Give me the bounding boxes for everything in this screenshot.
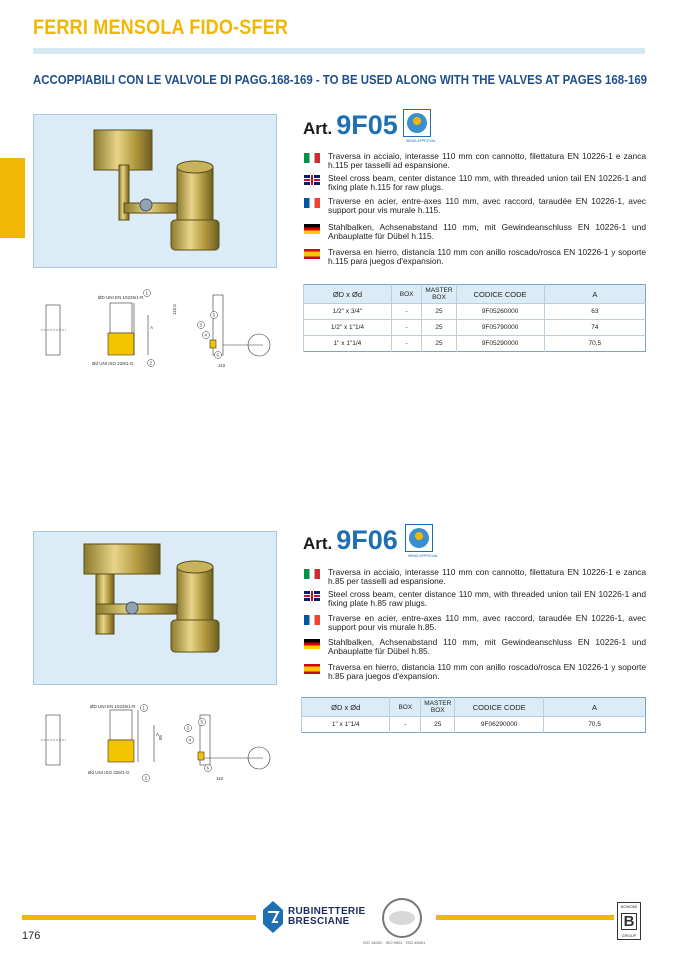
iso-certification-seal	[382, 898, 422, 938]
product-illustration-9f05	[34, 115, 276, 267]
italy-flag-icon	[304, 153, 320, 163]
wras-cert-icon	[403, 109, 431, 137]
callout: 6	[206, 765, 210, 771]
callout: 2	[144, 775, 148, 781]
drawing-dim-a: A	[150, 325, 154, 330]
page-title: FERRI MENSOLA FIDO-SFER	[33, 16, 289, 39]
description-text: Traversa en hierro, distancia 110 mm con anillo roscado/rosca EN 10226-1 y soporte h.85 para juegos d'expansion.	[328, 662, 646, 681]
table-row	[304, 336, 646, 352]
col-header: CODICE CODE	[456, 285, 544, 304]
table-cell: 9F05790000	[456, 320, 544, 336]
col-header: BOX	[390, 698, 421, 717]
table-header-row	[304, 285, 646, 304]
group-logo-bottom: GROUP	[621, 933, 637, 938]
page-subtitle: ACCOPPIABILI CON LE VALVOLE DI PAGG.168-169 - TO BE USED ALONG WITH THE VALVES AT PAGES 168-169	[33, 72, 648, 87]
table-cell: 74	[544, 320, 645, 336]
brand-logo	[262, 900, 366, 934]
group-logo	[617, 902, 641, 940]
wras-cert-icon	[405, 524, 433, 552]
description-text: Stahlbalken, Achsenabstand 110 mm, mit Gewindeanschluss EN 10226-1 und Anbauplatte für Dübel h.115.	[328, 222, 646, 241]
callout: 1	[142, 705, 146, 711]
col-header: BOX	[391, 285, 422, 304]
table-cell: 1/2" x 1"1/4	[304, 320, 392, 336]
uk-flag-icon	[304, 591, 320, 601]
description-text: Traverse en acier, entre-axes 110 mm, avec raccord, taraudée EN 10226-1, avec support pour vis murale h.115.	[328, 196, 646, 215]
drawing-dim-width: 110	[216, 776, 224, 781]
spain-flag-icon	[304, 249, 320, 259]
article-prefix: Art.	[303, 534, 333, 553]
table-cell: -	[390, 717, 421, 733]
col-header: ØD x Ød	[304, 285, 392, 304]
spec-table-9f05	[303, 284, 646, 352]
italy-flag-icon	[304, 569, 320, 579]
table-cell: -	[391, 320, 422, 336]
table-cell: 70,5	[544, 717, 646, 733]
description-text: Traversa in acciaio, interasse 110 mm con cannotto, filettatura EN 10226-1 e zanca h.115 per tasselli ad espansione.	[328, 151, 646, 170]
table-cell: 63	[544, 304, 645, 320]
table-cell: 1" x 1"1/4	[304, 336, 392, 352]
description-text: Traversa in acciaio, interasse 110 mm con cannotto, filettatura EN 10226-1 e zanca h.85 per tasselli ad espansione.	[328, 567, 646, 586]
col-header: MASTER BOX	[422, 285, 456, 304]
description-es	[304, 663, 646, 681]
article-code: 9F06	[336, 525, 398, 555]
section-tab	[0, 158, 25, 238]
iso-seal-text: ISO 14001 · ISO 9001 · ISO 45001	[363, 940, 426, 945]
col-header: CODICE CODE	[455, 698, 544, 717]
col-header: A	[544, 698, 646, 717]
group-logo-letter: B	[621, 913, 638, 930]
drawing-label-thread-top: ØD UNI EN 10226/1-R	[98, 295, 144, 300]
drawing-label-thread-bottom: Ød UNI ISO 228/1-G	[92, 361, 134, 366]
callout: 6	[216, 352, 220, 358]
spain-flag-icon	[304, 664, 320, 674]
table-row	[304, 304, 646, 320]
description-it	[304, 568, 646, 586]
table-cell: 25	[421, 717, 455, 733]
wras-caption: WRAS APPROVAL	[408, 554, 438, 558]
callout: 2	[149, 360, 153, 366]
product-illustration-9f06	[34, 532, 276, 684]
article-prefix: Art.	[303, 119, 333, 138]
col-header: A	[544, 285, 645, 304]
table-cell: 25	[422, 304, 456, 320]
description-fr	[304, 197, 646, 215]
description-it	[304, 152, 646, 170]
table-cell: 9F05260000	[456, 304, 544, 320]
description-text: Steel cross beam, center distance 110 mm, with threaded union tail EN 10226-1 and fixing plate h.115 for raw plugs.	[328, 173, 646, 192]
uk-flag-icon	[304, 175, 320, 185]
title-divider	[33, 48, 645, 54]
table-cell: 9F05290000	[456, 336, 544, 352]
group-logo-top: BONOMI	[620, 904, 638, 909]
technical-drawing-9f06	[38, 700, 278, 790]
table-header-row	[302, 698, 646, 717]
france-flag-icon	[304, 615, 320, 625]
table-cell: 25	[422, 320, 456, 336]
article-heading-9f06	[303, 525, 398, 556]
table-cell: -	[391, 336, 422, 352]
page-number: 176	[22, 930, 41, 942]
description-en	[304, 174, 646, 192]
brand-mark-icon	[262, 900, 284, 934]
technical-drawing-9f05	[38, 285, 278, 375]
description-es	[304, 248, 646, 266]
product-photo-9f05	[33, 114, 277, 268]
germany-flag-icon	[304, 639, 320, 649]
article-heading-9f05	[303, 110, 398, 141]
drawing-dim-height: 85	[158, 734, 163, 740]
description-text: Stahlbalken, Achsenabstand 110 mm, mit Gewindeanschluss EN 10226-1 und Anbauplatte für Dübel h.85.	[328, 637, 646, 656]
description-en	[304, 590, 646, 608]
table-row	[302, 717, 646, 733]
france-flag-icon	[304, 198, 320, 208]
table-cell: 9F06290000	[455, 717, 544, 733]
germany-flag-icon	[304, 224, 320, 234]
article-code: 9F05	[336, 110, 398, 140]
drawing-dim-a: A	[156, 732, 160, 737]
drawing-dim-width: 110	[218, 363, 226, 368]
description-text: Steel cross beam, center distance 110 mm, with threaded union tail EN 10226-1 and fixing plate h.85 raw plugs.	[328, 589, 646, 608]
description-de	[304, 638, 646, 656]
drawing-label-thread-bottom: Ød UNI ISO 228/1-G	[88, 770, 130, 775]
product-photo-9f06	[33, 531, 277, 685]
brand-name-line1: RUBINETTERIE	[288, 906, 366, 917]
table-row	[304, 320, 646, 336]
footer-line-left	[22, 915, 256, 920]
callout: 4	[188, 737, 192, 743]
table-cell: 1" x 1"1/4	[302, 717, 390, 733]
callout: 5	[200, 719, 204, 725]
description-text: Traverse en acier, entre-axes 110 mm, avec raccord, taraudée EN 10226-1, avec support pour vis murale h.85.	[328, 613, 646, 632]
brand-name-line2: BRESCIANE	[288, 916, 350, 927]
col-header: MASTER BOX	[421, 698, 455, 717]
table-cell: -	[391, 304, 422, 320]
callout: 3	[186, 725, 190, 731]
wras-caption: WRAS APPROVAL	[406, 139, 436, 143]
table-cell: 1/2" x 3/4"	[304, 304, 392, 320]
description-text: Traversa en hierro, distancia 110 mm con anillo roscado/rosca EN 10226-1 y soporte h.115 para juegos d'expansion.	[328, 247, 646, 266]
callout: 1	[145, 290, 149, 296]
callout: 3	[199, 322, 203, 328]
drawing-label-thread-top: ØD UNI EN 10226/1-R	[90, 704, 136, 709]
footer-line-right	[436, 915, 614, 920]
description-de	[304, 223, 646, 241]
callout: 4	[204, 332, 208, 338]
spec-table-9f06	[301, 697, 646, 733]
table-cell: 70,5	[544, 336, 645, 352]
description-fr	[304, 614, 646, 632]
col-header: ØD x Ød	[302, 698, 390, 717]
drawing-dim-height: 115,5	[172, 304, 177, 315]
callout: 5	[212, 312, 216, 318]
table-cell: 25	[422, 336, 456, 352]
